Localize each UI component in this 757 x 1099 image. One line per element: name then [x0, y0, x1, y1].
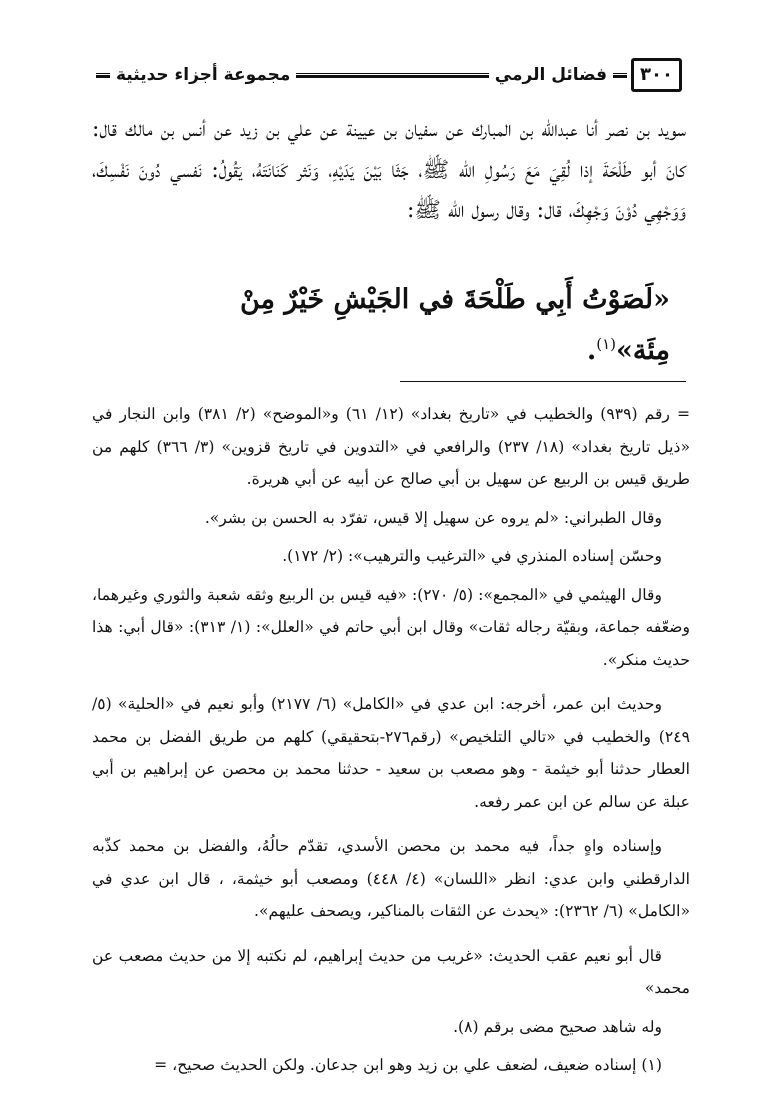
- footnote-paragraph: وإسناده واهٍ جداً، فيه محمد بن محصن الأسدي، تقدّم حالُهُ، والفضل بن محمد كذّبه الدارقطني وابن عدي: انظر «اللسان» (٤/ ٤٤٨) ومصعب أبو خيثمة، ، قال ابن عدي في «الكامل» (٦/ ٢٣٦٢): «يحدث عن الثقات بالمناكير، ويصحف عليهم».: [92, 837, 690, 920]
- prophetic-saying: [180, 278, 670, 373]
- page-number: ٣٠٠: [631, 58, 682, 92]
- header-rule: [296, 73, 488, 78]
- quote-end-mark: .: [586, 335, 597, 366]
- hadith-paragraph: سويد بن نصر أنا عبدالله بن المبارك عن سفيان بن عيينة عن علي بن زيد عن أنس بن مالك قال: كانَ أبو طَلْحَةَ إذا لُقِيَ مَعَ رَسُولِ الله ﷺ، جَثَا بَيْنَ يَدَيْهِ، وَنَثر كَنَانَتَهُ، يَقُولُ: نَفسي دُونَ نَفْسِكَ، وَوَجْهِي دُوْنَ وَجْهِكَ، قال: وقال رسول الله ﷺ:: [92, 117, 686, 223]
- hadith-text: [92, 110, 686, 232]
- footnote-paragraph: وحسّن إسناده المنذري في «الترغيب والترهيب»: (٢/ ١٧٢).: [282, 547, 662, 565]
- footnote-paragraph: قال أبو نعيم عقب الحديث: «غريب من حديث إبراهيم، لم نكتبه إلا من حديث مصعب عن محمد»: [92, 946, 690, 997]
- footnote-separator: [400, 381, 686, 382]
- chapter-title: فضائل الرمي: [494, 65, 608, 85]
- footnote-paragraph: وقال الهيثمي في «المجمع»: (٥/ ٢٧٠): «فيه قيس بن الربيع وثقه شعبة والثوري وغيرهما، وضعّفه جماعة، وبقيّة رجاله ثقات» وقال ابن أبي حاتم في «العلل»: (١/ ٣١٣): «قال أبي: هذا حديث منكر».: [92, 585, 690, 669]
- footnote-marker: (١): [596, 335, 617, 353]
- series-title: مجموعة أجزاء حديثية: [116, 65, 291, 85]
- running-header: [92, 58, 682, 92]
- footnote-paragraph: وقال الطبراني: «لم يروه عن سهيل إلا قيس، تفرّد به الحسن بن بشر».: [204, 508, 662, 527]
- footnote-paragraph: وله شاهد صحيح مضى برقم (٨).: [453, 1017, 662, 1036]
- hadith-quote-text: «لَصَوْتُ أَبِي طَلْحَةَ في الجَيْشِ خَيْرٌ مِنْ مِئَة»: [239, 284, 670, 366]
- footnote-paragraph: = رقم (٩٣٩) والخطيب في «تاريخ بغداد» (١٢/ ٦١) و«الموضح» (٢/ ٣٨١) وابن النجار في «ذيل تاريخ بغداد» (١٨/ ٢٣٧) والرافعي في «التدوين في تاريخ قزوين» (٣/ ٣٦٦) كلهم من طريق قيس بن الربيع عن سهيل بن أبي صالح عن أبيه عن أبي هريرة.: [92, 405, 691, 488]
- header-rule: [96, 73, 110, 78]
- footnotes: [92, 398, 690, 1088]
- footnote-1: (١) إسناده ضعيف، لضعف علي بن زيد وهو ابن جدعان. ولكن الحديث صحيح، =: [154, 1056, 662, 1074]
- footnote-paragraph: وحديث ابن عمر، أخرجه: ابن عدي في «الكامل» (٦/ ٢١٧٧) وأبو نعيم في «الحلية» (٥/ ٢٤٩) والخطيب في «تالي التلخيص» (رقم٢٧٦-بتحقيقي) كلهم من طريق الفضل بن محمد العطار حدثنا أبو خيثمة - وهو مصعب بن سعيد - حدثنا محمد بن محصن عن إبراهيم بن أبي عبلة عن سالم عن ابن عمر رفعه.: [92, 695, 690, 811]
- header-rule: [613, 73, 627, 78]
